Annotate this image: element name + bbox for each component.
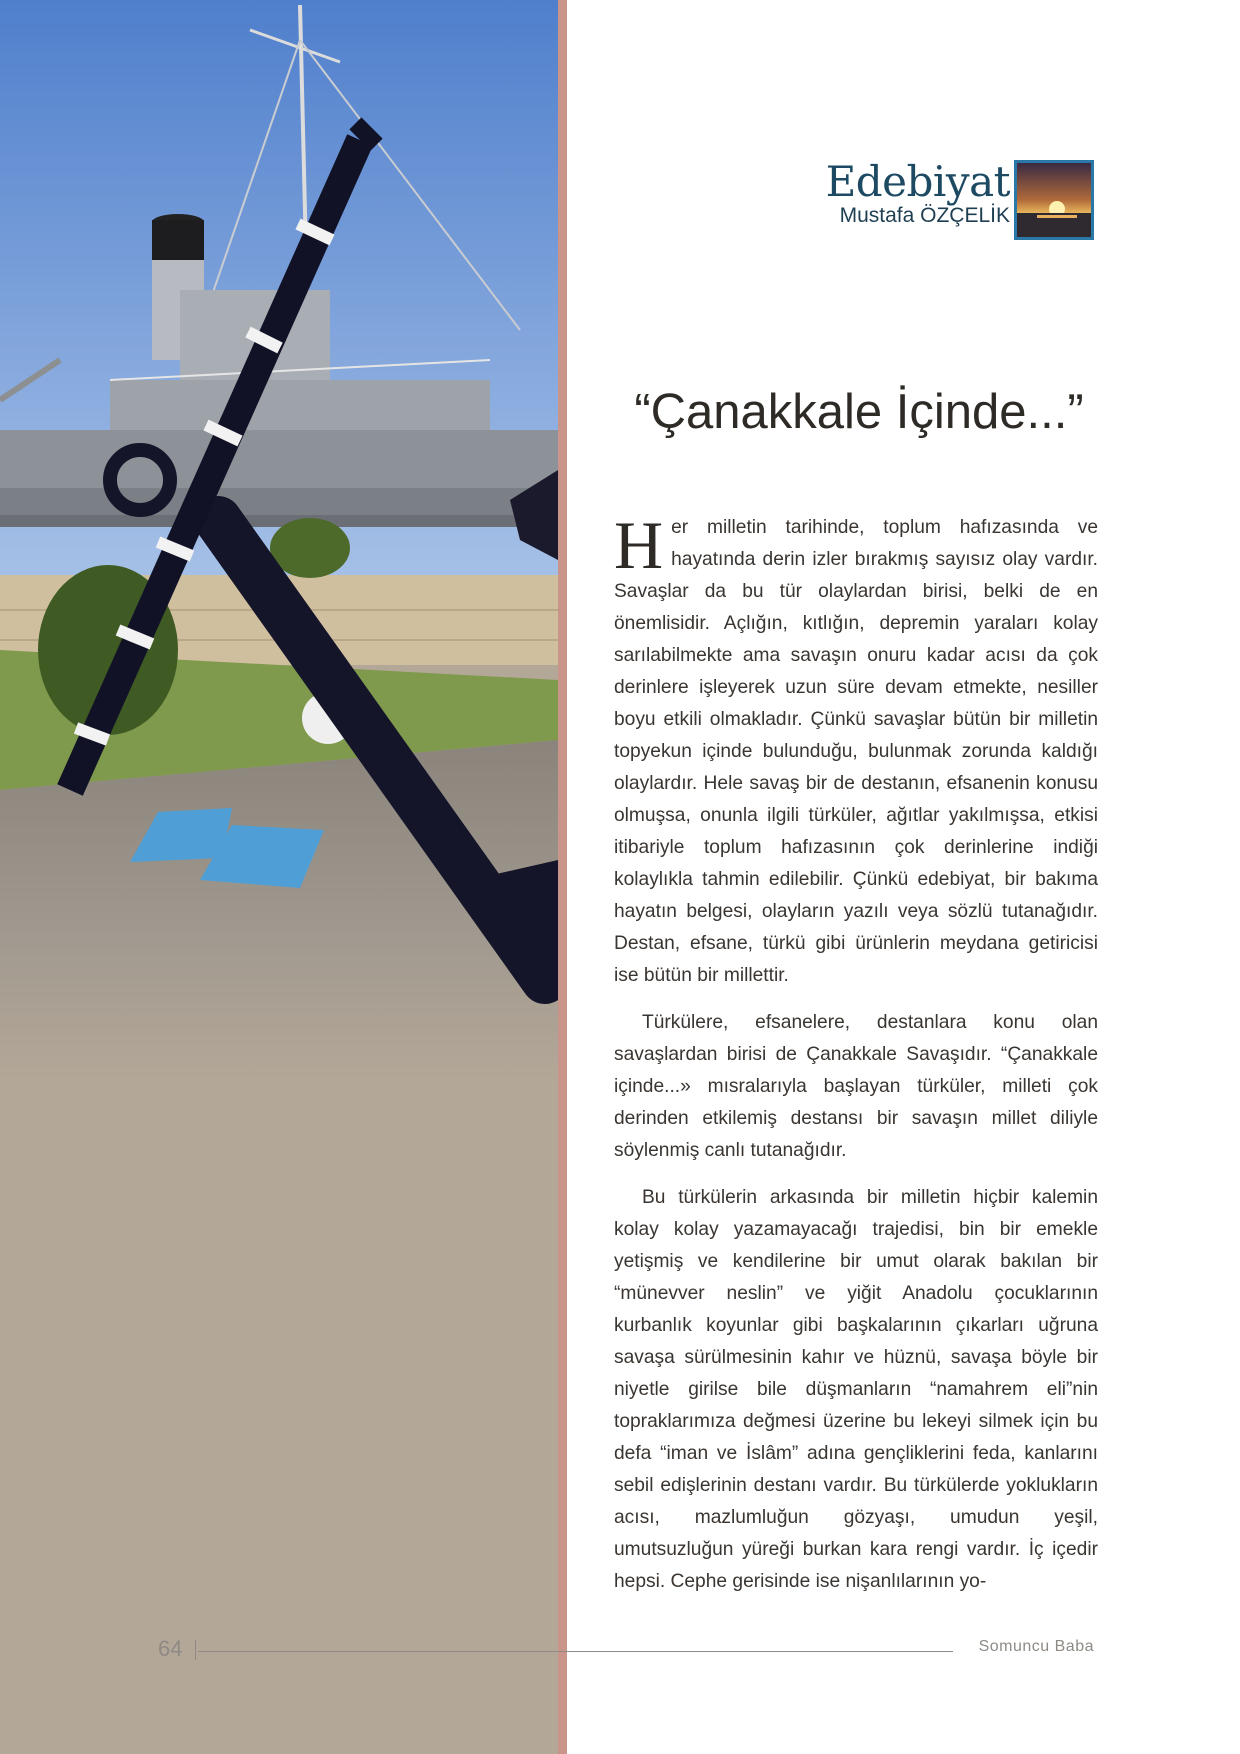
magazine-name: Somuncu Baba (978, 1638, 1094, 1655)
column-divider (558, 0, 567, 1754)
paragraph-3: Bu türkülerin arkasında bir milletin hiçbir kalemin kolay kolay yazamayacağı trajedisi, bin bir emekle yetişmiş ve kendilerine bir umut olarak bakılan bir “münevver neslin” ve yiğit Anadolu çocuklarının kurbanlık koyunlar gibi başkalarının çıkarları uğruna savaşa sürülmesinin kahır ve hüznü, savaşa böyle bir niyetle girilse bile düşmanların “namahrem eli”nin topraklarımıza değmesi üzerine bu lekeyi silmek için bu defa “iman ve İslâm” adına gençliklerini feda, kanlarını sebil edişlerinin destanı vardır. Bu türkülerde yoklukların acısı, mazlumluğun gözyaşı, umudun yeşil, umutsuzluğun yüreği burkan kara rengi vardır. İç içedir hepsi. Cephe gerisinde ise nişanlılarının yo- (614, 1187, 1098, 1592)
drop-cap: H (614, 507, 664, 583)
paragraph-1 (614, 507, 1098, 992)
anchor-photo-illustration (0, 0, 558, 1080)
section-header (826, 158, 1010, 228)
section-title: Edebiyat (825, 157, 1010, 206)
paragraph-2: Türkülere, efsanelere, destanlara konu olan savaşlardan birisi de Çanakkale Savaşıdır. “Çanakkale içinde...» mısralarıyla başlayan türküler, milleti çok derinden etkilemiş destansı bir savaşın millet diliyle söylenmiş canlı tutanağıdır. (614, 1012, 1098, 1161)
footer-tick (195, 1640, 196, 1660)
anchor-monument-photo (0, 0, 558, 1080)
article-body (614, 507, 1098, 1613)
paragraph-1-text: er milletin tarihinde, toplum hafızasında ve hayatında derin izler bırakmış sayısız olay vardır. Savaşlar da bu tür olaylardan birisi, belki de en önemlisidir. Açlığın, kıtlığın, depremin yaraları kolay sarılabilmekte ama savaşın onuru kadar acısı da çok derinlere işleyerek uzun süre devam etmekte, nesiller boyu etkili olmakladır. Çünkü savaşlar bütün bir milletin topyekun içinde bulunduğu, bulunmak zorunda kaldığı olaylardır. Hele savaş bir de destanın, efsanenin konusu olmuşsa, onunla ilgili türküler, ağıtlar yakılmışsa, etkisi itibariyle toplum hafızasının çok derinlerine indiği kolaylıkla tahmin edilebilir. Çünkü edebiyat, bir bakıma hayatın belgesi, olayların yazılı veya sözlü tutanağıdır. Destan, efsane, türkü gibi ürünlerin meydana getiricisi ise bütün bir millettir. (614, 517, 1098, 986)
page-number: 64 (158, 1636, 183, 1661)
article-title: “Çanakkale İçinde...” (634, 385, 1084, 439)
author-name: Mustafa ÖZÇELİK (839, 204, 1010, 227)
left-panel (0, 0, 558, 1754)
sunset-thumbnail-icon (1014, 160, 1094, 240)
footer-rule (198, 1651, 953, 1652)
